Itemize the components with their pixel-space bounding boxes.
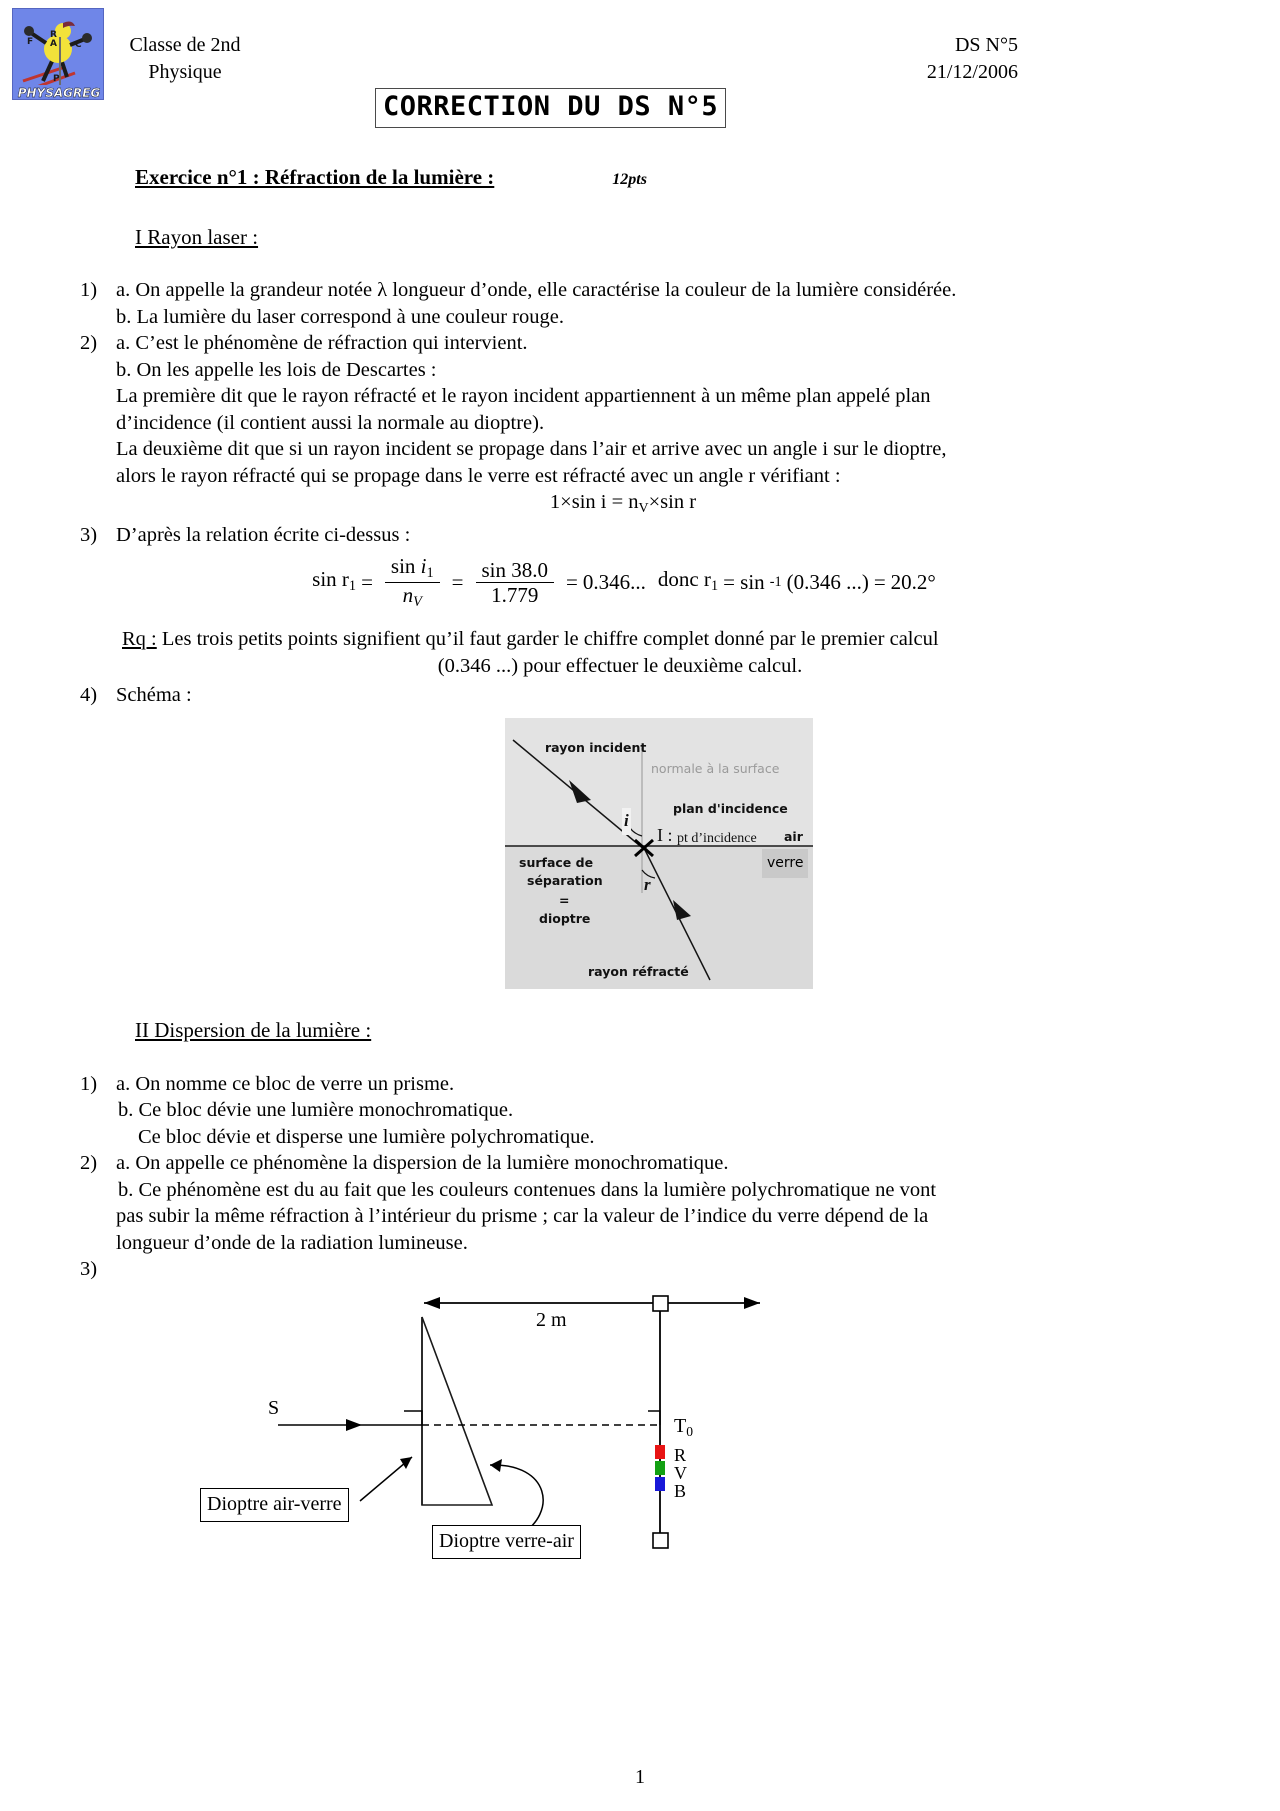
label-plan-incidence: plan d'incidence xyxy=(673,801,788,817)
question-number: 3) xyxy=(80,524,98,547)
answer-2a: a. C’est le phénomène de réfraction qui intervient. xyxy=(116,332,528,354)
incident-arrow xyxy=(569,780,591,803)
label-angle-r: r xyxy=(644,875,651,895)
remark-line-2: (0.346 ...) pour effectuer le deuxième calcul. xyxy=(437,654,803,677)
answer-1c: Ce bloc dévie et disperse une lumière polychromatique. xyxy=(138,1125,595,1148)
answer-2b-line2: pas subir la même réfraction à l’intérieur du prisme ; car la valeur de l’indice du verre dépend de la xyxy=(116,1205,929,1228)
den-text: n xyxy=(402,582,414,607)
remark-block xyxy=(122,626,1238,680)
question-2-3 xyxy=(80,1256,1238,1283)
page-title: CORRECTION DU DS N°5 xyxy=(383,91,719,122)
fraction-numerator: sin 38.0 xyxy=(481,557,549,582)
right-angle-entry xyxy=(404,1411,422,1425)
label-surface-3: = xyxy=(559,893,570,909)
law-line-1: La première dit que le rayon réfracté et le rayon incident appartiennent à un même plan appelé plan xyxy=(116,385,931,407)
label-surface-2: séparation xyxy=(527,873,603,889)
sin-r-equation xyxy=(80,555,1238,610)
svg-text:R: R xyxy=(50,30,57,40)
page-header xyxy=(0,0,1280,140)
prism-outline xyxy=(422,1317,492,1505)
answer-4-label: Schéma : xyxy=(116,683,192,706)
question-4 xyxy=(80,682,1238,709)
label-surface-4: dioptre xyxy=(539,911,591,927)
question-2-2 xyxy=(80,1150,1238,1256)
class-line: Classe de 2nd xyxy=(129,34,241,56)
eq-equals-2: = xyxy=(451,570,464,595)
label-box-verre-air: Dioptre verre-air xyxy=(432,1525,581,1560)
answer-1a: a. On appelle la grandeur notée λ longueur d’onde, elle caractérise la couleur de la lumière considérée. xyxy=(116,279,957,301)
formula-subscript: V xyxy=(638,500,649,516)
label-spot-V: V xyxy=(674,1462,687,1483)
answer-2b: b. On les appelle les lois de Descartes : xyxy=(116,358,437,381)
label-verre: verre xyxy=(762,849,808,878)
answer-2b-line1: b. Ce phénomène est du au fait que les couleurs contenues dans la lumière polychromatique ne vont xyxy=(118,1178,937,1201)
fraction-sin-i-over-nv xyxy=(385,555,440,610)
exercise-points: 12pts xyxy=(612,171,647,188)
label-point-I: I : xyxy=(657,825,673,846)
question-number: 1) xyxy=(80,279,98,301)
eq-equals-5: = xyxy=(873,570,886,595)
answer-2b-line3: longueur d’onde de la radiation lumineuse. xyxy=(116,1231,468,1254)
physagreg-logo xyxy=(12,8,104,100)
eq-result: 20.2° xyxy=(890,570,936,595)
eq-exponent: -1 xyxy=(769,574,782,591)
formula-left: 1×sin i = n xyxy=(549,491,639,513)
class-info xyxy=(120,32,250,86)
question-number: 2) xyxy=(80,1152,98,1175)
refracted-arrow xyxy=(673,900,691,920)
remark-line-1: Les trois petits points signifient qu’il faut garder le chiffre complet donné par le premier calcul xyxy=(161,627,939,650)
answer-2a: a. On appelle ce phénomène la dispersion de la lumière monochromatique. xyxy=(116,1152,729,1175)
distance-arrow-left xyxy=(424,1297,440,1309)
document-body xyxy=(0,164,1280,1570)
eq-lhs-text: sin r xyxy=(312,566,349,591)
question-2-1 xyxy=(80,1071,1238,1151)
page-number: 1 xyxy=(635,1766,645,1788)
incident-ray-arrow xyxy=(346,1419,362,1431)
right-angle-screen xyxy=(648,1411,660,1425)
snell-law-formula xyxy=(116,489,1238,522)
donc-text: donc r xyxy=(657,566,711,591)
num-text: sin i xyxy=(390,553,427,578)
label-T: T xyxy=(674,1414,687,1437)
den-sub: V xyxy=(413,593,422,610)
label-normale: normale à la surface xyxy=(651,761,780,777)
question-list-part2 xyxy=(80,1071,1238,1283)
question-list-part1 xyxy=(80,277,1238,549)
subject-line: Physique xyxy=(148,61,222,83)
svg-text:A: A xyxy=(50,39,57,49)
question-number: 4) xyxy=(80,683,98,706)
eq-equals-3: = xyxy=(566,570,578,595)
logo-wordmark: PHYSAGREG xyxy=(17,86,101,100)
formula-right: ×sin r xyxy=(648,491,697,513)
answer-1a: a. On nomme ce bloc de verre un prisme. xyxy=(116,1072,455,1095)
question-1 xyxy=(80,277,1238,330)
spot-green xyxy=(655,1461,665,1475)
figure-prism xyxy=(190,1285,890,1570)
answer-3-intro: D’après la relation écrite ci-dessus : xyxy=(116,524,411,547)
exercise-title: Exercice n°1 : Réfraction de la lumière : xyxy=(135,165,495,189)
fraction-sin38-over-1779 xyxy=(476,559,555,606)
eq-equals-1: = xyxy=(361,570,373,595)
label-spot-B: B xyxy=(674,1480,687,1501)
spot-blue xyxy=(655,1477,665,1491)
label-box-air-verre: Dioptre air-verre xyxy=(200,1488,349,1523)
label-spot-R: R xyxy=(674,1444,687,1465)
angle-i-arc xyxy=(630,828,642,836)
answer-1b: b. Ce bloc dévie une lumière monochromatique. xyxy=(118,1099,514,1122)
label-source-S: S xyxy=(268,1396,280,1419)
exam-id: DS N°5 xyxy=(954,34,1018,56)
question-2 xyxy=(80,330,1238,522)
donc-sub: 1 xyxy=(710,577,719,594)
eq-lhs-sub: 1 xyxy=(348,577,357,594)
figure-refraction xyxy=(505,718,813,989)
svg-text:P: P xyxy=(53,74,60,84)
question-3 xyxy=(80,522,1238,549)
question-number: 3) xyxy=(80,1258,98,1281)
exam-info xyxy=(838,32,1018,86)
eq-argument: (0.346 ...) xyxy=(786,570,869,595)
law-line-3: La deuxième dit que si un rayon incident se propage dans l’air et arrive avec un angle i sur le dioptre, xyxy=(116,438,947,460)
label-rayon-incident: rayon incident xyxy=(545,740,647,756)
label-T-sub: 0 xyxy=(686,1423,694,1439)
question-number: 2) xyxy=(80,332,98,354)
question-number: 1) xyxy=(80,1072,98,1095)
distance-arrow-right xyxy=(744,1297,760,1309)
label-rayon-refracte: rayon réfracté xyxy=(588,964,689,980)
law-line-4: alors le rayon réfracté qui se propage dans le verre est réfracté avec un angle r vérifiant : xyxy=(116,464,841,487)
answer-1b: b. La lumière du laser correspond à une couleur rouge. xyxy=(116,305,564,328)
fraction-numerator xyxy=(385,555,440,582)
remark-label: Rq : xyxy=(122,627,157,650)
figure-prism-wrapper xyxy=(80,1285,1238,1570)
exam-date: 21/12/2006 xyxy=(926,61,1018,83)
question-list-part1-q4 xyxy=(80,682,1238,709)
document-title-box xyxy=(375,88,726,128)
eq-donc xyxy=(658,566,718,599)
eq-arcsin: = sin xyxy=(723,570,765,595)
label-point-I-desc: pt d’incidence xyxy=(677,831,757,847)
label-surface-1: surface de xyxy=(519,855,594,871)
exercise-heading xyxy=(135,164,1238,194)
eq-value: 0.346... xyxy=(582,570,646,595)
label-screen-T0 xyxy=(674,1413,693,1445)
law-line-2: d’incidence (il contient aussi la normale au dioptre). xyxy=(116,411,545,434)
label-air: air xyxy=(784,829,803,845)
screen-top-marker xyxy=(653,1296,668,1311)
section-heading-1: I Rayon laser : xyxy=(135,224,259,249)
figure-refraction-wrapper xyxy=(80,718,1238,989)
fraction-denominator xyxy=(397,583,428,610)
eq-lhs xyxy=(312,566,356,599)
section-heading-2: II Dispersion de la lumière : xyxy=(135,1018,372,1043)
spot-red xyxy=(655,1445,665,1459)
fraction-denominator: 1.779 xyxy=(491,582,539,607)
svg-text:C: C xyxy=(75,40,82,50)
label-distance: 2 m xyxy=(536,1308,567,1331)
label-angle-i: i xyxy=(622,808,631,835)
screen-bottom-marker xyxy=(653,1533,668,1548)
num-sub: 1 xyxy=(426,564,434,581)
svg-text:F: F xyxy=(27,37,34,47)
